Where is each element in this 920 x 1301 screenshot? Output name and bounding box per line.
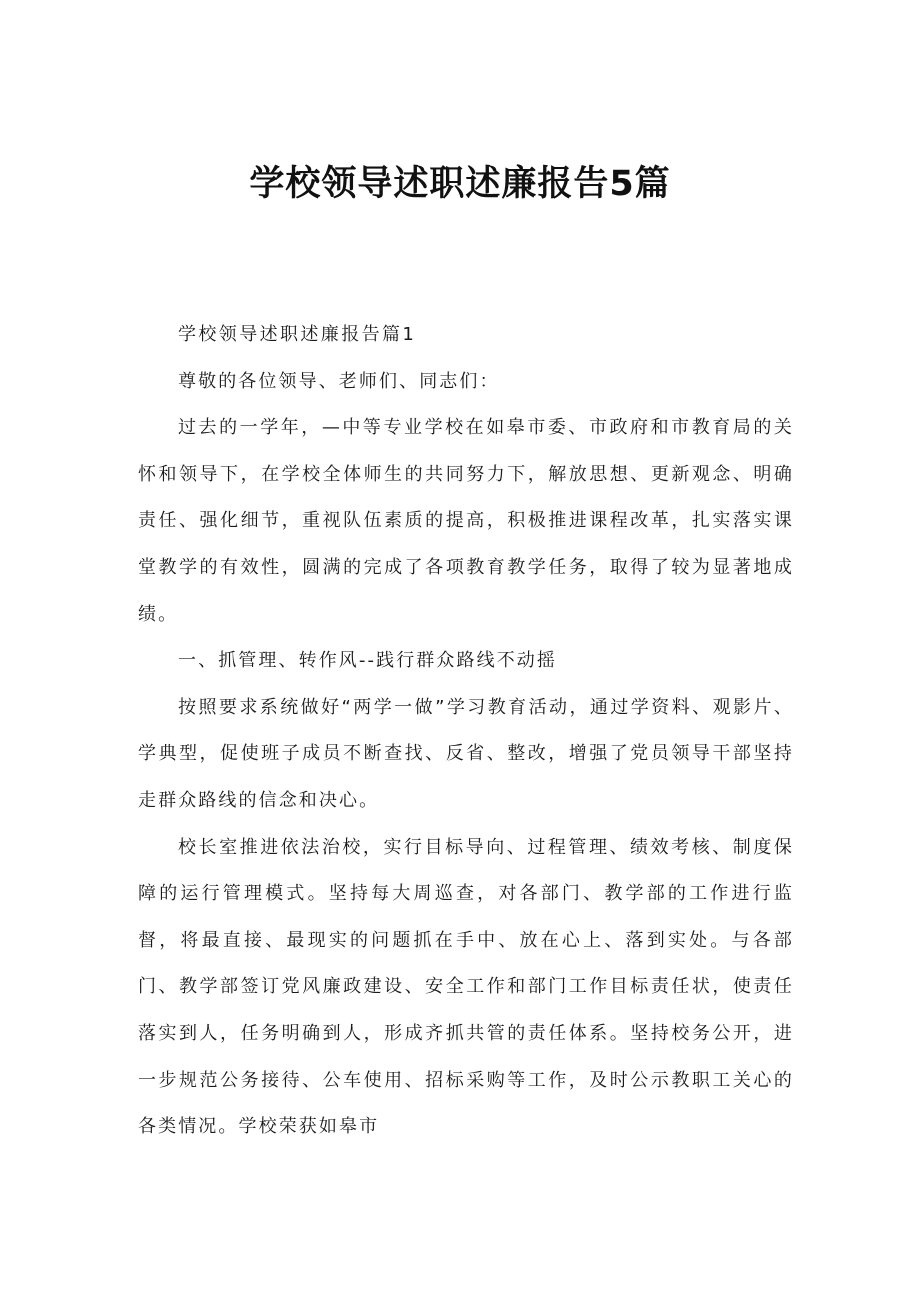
salutation: 尊敬的各位领导、老师们、同志们： bbox=[178, 370, 500, 392]
document-body bbox=[138, 312, 794, 1151]
paragraph: 校长室推进依法治校，实行目标导向、过程管理、绩效考核、制度保障的运行管理模式。坚持每大周巡查，对各部门、教学部的工作进行监督，将最直接、最现实的问题抓在手中、放在心上、落到实处。与各部门、教学部签订党风廉政建设、安全工作和部门工作目标责任状，使责任落实到人，任务明确到人，形成齐抓共管的责任体系。坚持校务公开，进一步规范公务接待、公车使用、招标采购等工作，及时公示教职工关心的各类情况。学校荣获如皋市 bbox=[138, 836, 794, 1138]
paragraph: 过去的一学年，—中等专业学校在如皋市委、市政府和市教育局的关怀和领导下，在学校全体师生的共同努力下，解放思想、更新观念、明确责任、强化细节，重视队伍素质的提高，积极推进课程改革，扎实落实课堂教学的有效性，圆满的完成了各项教育教学任务，取得了较为显著地成绩。 bbox=[138, 417, 794, 625]
document-title: 学校领导述职述廉报告5篇 bbox=[249, 164, 671, 204]
paragraph: 按照要求系统做好“两学一做”学习教育活动，通过学资料、观影片、学典型，促使班子成员不断查找、反省、整改，增强了党员领导干部坚持走群众路线的信念和决心。 bbox=[138, 696, 794, 811]
section-heading: 学校领导述职述廉报告篇1 bbox=[178, 324, 417, 345]
section-heading: 一、抓管理、转作风--践行群众路线不动摇 bbox=[178, 650, 557, 672]
